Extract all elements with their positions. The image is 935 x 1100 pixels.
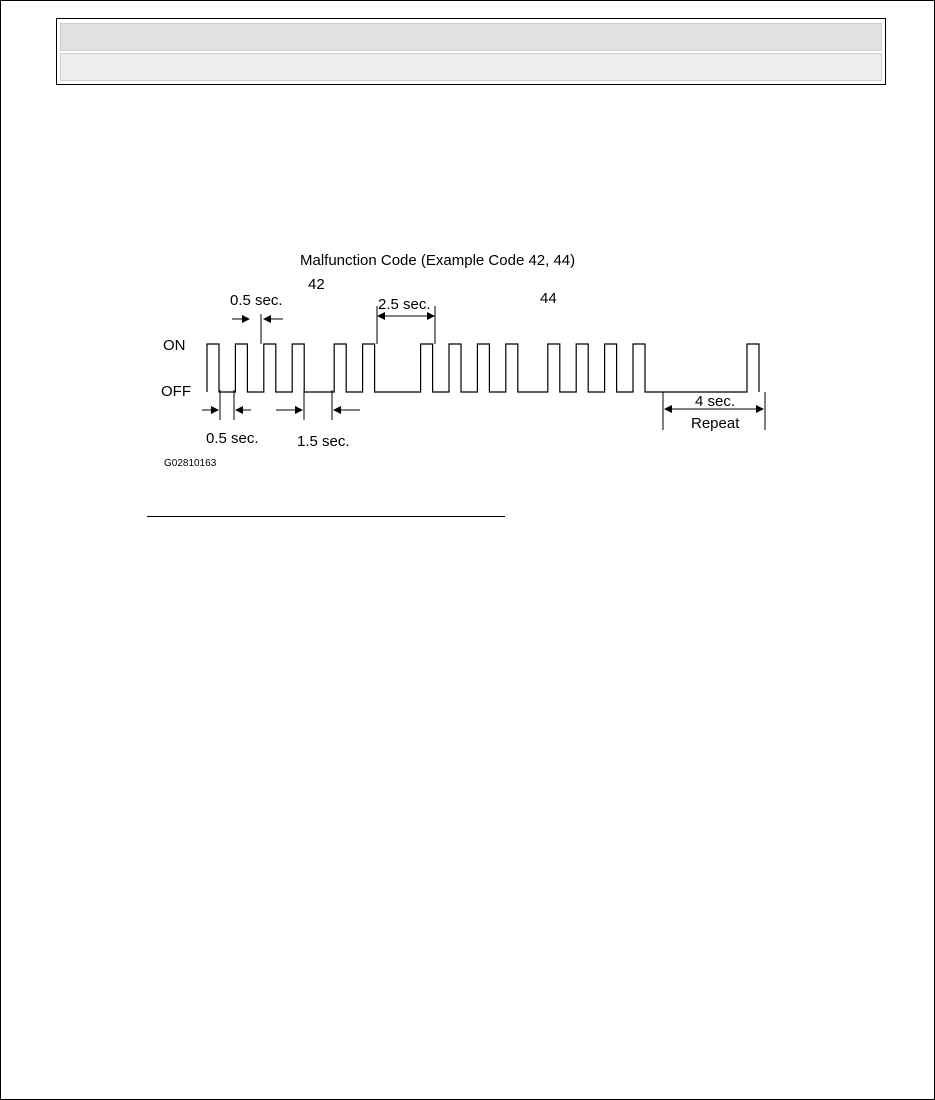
code-gap-label: 2.5 sec. <box>378 296 431 313</box>
code-44-label: 44 <box>540 290 557 307</box>
horizontal-rule <box>147 516 505 517</box>
repeat-dimension <box>663 392 765 432</box>
header-bar-bottom <box>60 53 882 81</box>
diagram-title: Malfunction Code (Example Code 42, 44) <box>300 252 576 269</box>
malfunction-code-diagram <box>140 240 800 480</box>
figure-id: G02810163 <box>164 458 217 469</box>
on-label: ON <box>163 337 186 354</box>
header-box <box>56 18 886 85</box>
pulse-off-dimension <box>202 390 259 447</box>
code-42-label: 42 <box>308 276 325 293</box>
timing-diagram-svg <box>140 240 800 480</box>
waveform-line <box>207 344 759 392</box>
code-gap-dimension <box>377 296 435 344</box>
digit-gap-label: 1.5 sec. <box>297 433 350 450</box>
pulse-off-time-label: 0.5 sec. <box>206 430 259 447</box>
digit-gap-dimension <box>276 390 360 450</box>
repeat-time-label: 4 sec. <box>695 393 736 410</box>
pulse-on-time-label: 0.5 sec. <box>230 292 283 309</box>
off-label: OFF <box>161 383 191 400</box>
header-bar-top <box>60 23 882 51</box>
repeat-label: Repeat <box>691 415 740 432</box>
pulse-on-dimension <box>230 292 283 344</box>
